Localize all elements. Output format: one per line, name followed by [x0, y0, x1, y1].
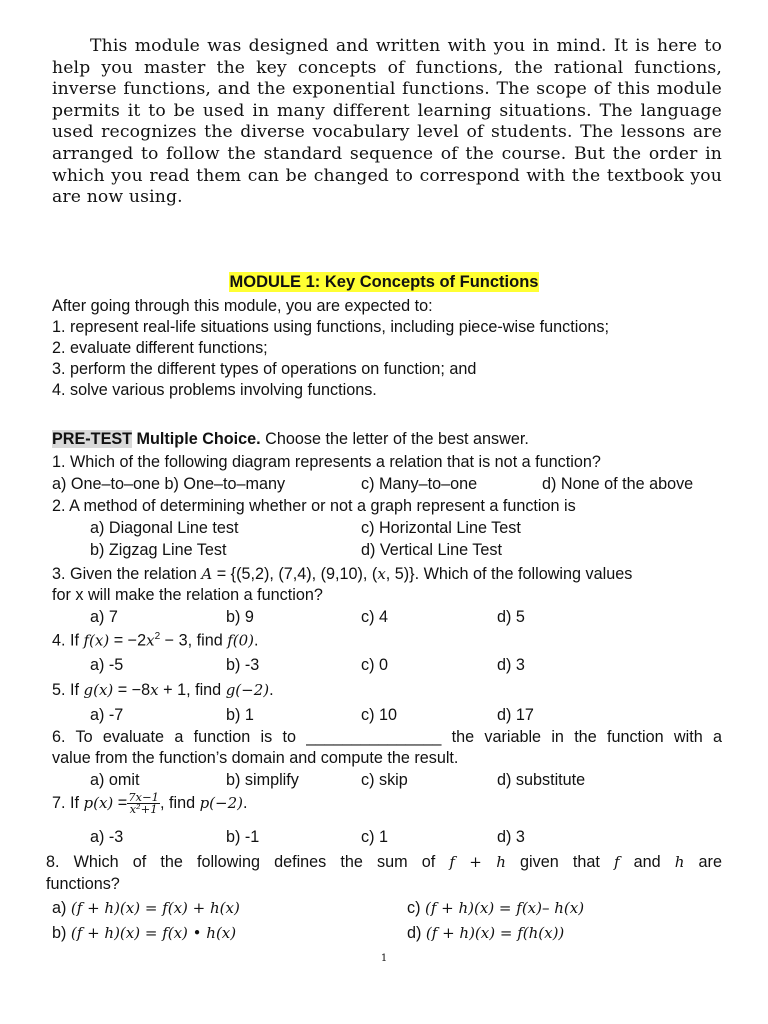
question-3-option-a: a) 7 — [90, 608, 118, 626]
question-1-option-d: d) None of the above — [542, 475, 694, 493]
question-3-pre: 3. Given the relation — [52, 565, 202, 583]
question-6-option-c: c) skip — [361, 771, 408, 789]
pretest-header — [52, 430, 529, 449]
module-title: MODULE 1: Key Concepts of Functions — [229, 273, 539, 291]
pretest-label: PRE-TEST — [52, 430, 133, 448]
question-7-denominator: x²+1 — [129, 802, 158, 816]
question-4-eq: = −2 — [109, 631, 147, 650]
question-7-numerator: 7x−1 — [128, 790, 159, 804]
question-7-option-d: d) 3 — [497, 828, 525, 846]
question-7-eq: = — [113, 793, 128, 812]
question-5-arg: g(−2) — [225, 681, 270, 699]
question-5-end: . — [269, 681, 274, 699]
question-5-x: x — [150, 681, 159, 699]
question-4-x: x — [146, 631, 155, 650]
question-7-option-c: c) 1 — [361, 828, 388, 846]
question-7-option-a: a) -3 — [90, 828, 124, 846]
question-6-option-b: b) simplify — [226, 771, 299, 789]
objective-item-2: 2. evaluate different functions; — [52, 339, 268, 357]
question-5-eq: = −8 — [113, 681, 151, 699]
question-8-option-c — [407, 899, 584, 918]
question-4-post: − 3, find — [160, 631, 228, 650]
question-8-option-c-label: c) — [407, 899, 425, 917]
question-4-lhs: f(x) — [83, 631, 110, 650]
question-3-set: = {(5,2), (7,4), (9,10), ( — [212, 565, 378, 583]
question-8-and: and — [619, 853, 675, 871]
question-5-post: + 1, find — [158, 681, 226, 699]
page-number: 1 — [380, 953, 388, 964]
question-5-text — [52, 681, 274, 700]
question-3-post: , 5)}. Which of the following values — [385, 565, 633, 583]
question-7-arg: p(−2) — [199, 793, 243, 812]
question-4-end: . — [254, 631, 259, 650]
question-5-option-b: b) 1 — [226, 706, 254, 724]
question-1-option-a-b: a) One–to–one b) One–to–many — [52, 475, 286, 493]
question-5-option-a: a) -7 — [90, 706, 124, 724]
question-4-pre: 4. If — [52, 631, 84, 650]
question-8-option-b-label: b) — [52, 924, 71, 942]
question-2-option-c: c) Horizontal Line Test — [361, 519, 521, 537]
question-4-option-c: c) 0 — [361, 656, 388, 674]
question-4-option-a: a) -5 — [90, 656, 124, 674]
question-5-pre: 5. If — [52, 681, 84, 699]
question-7-post: , find — [159, 793, 200, 812]
question-1-text: 1. Which of the following diagram represents a relation that is not a function? — [52, 453, 601, 471]
question-8-option-c-expr: (f + h)(x) = f(x)– h(x) — [424, 899, 585, 917]
question-8-option-d-expr: (f + h)(x) = f(h(x)) — [425, 924, 565, 942]
question-8-option-b — [52, 924, 236, 943]
objective-item-3: 3. perform the different types of operations on function; and — [52, 360, 477, 378]
question-5-lhs: g(x) — [83, 681, 114, 699]
question-3-option-b: b) 9 — [226, 608, 254, 626]
question-8-text — [46, 853, 722, 872]
question-7-pre: 7. If — [52, 793, 84, 812]
question-8-option-d-label: d) — [407, 924, 426, 942]
question-2-option-a: a) Diagonal Line test — [90, 519, 239, 537]
question-4-option-d: d) 3 — [497, 656, 525, 674]
intro-paragraph: This module was designed and written with you in mind. It is here to help you master the key concepts of functions, the rational functions, inverse functions, and the exponential functions. The scope of this module permits it to be used in many different learning situations. The language used recognizes the diverse vocabulary level of students. The lessons are arranged to follow the standard sequence of the course. But the order in which you read them can be changed to correspond with the textbook you are now using. — [52, 36, 722, 208]
question-7-text — [52, 792, 248, 815]
pretest-type: Multiple Choice. — [136, 430, 261, 448]
question-3-text — [52, 565, 632, 584]
question-4-exponent: 2 — [154, 631, 161, 642]
question-6-option-d: d) substitute — [497, 771, 586, 789]
question-3-x: x — [377, 565, 386, 583]
question-7-end: . — [243, 793, 248, 812]
question-8-text-line2: functions? — [46, 875, 120, 893]
objective-item-1: 1. represent real-life situations using functions, including piece-wise functions; — [52, 318, 609, 336]
question-7-option-b: b) -1 — [226, 828, 260, 846]
pretest-instruction: Choose the letter of the best answer. — [260, 430, 529, 448]
question-4-text — [52, 631, 259, 650]
question-2-option-d: d) Vertical Line Test — [361, 541, 502, 559]
question-2-option-b: b) Zigzag Line Test — [90, 541, 227, 559]
question-8-mid: given that — [505, 853, 614, 871]
question-8-post: are — [684, 853, 722, 871]
question-3-text-line2: for x will make the relation a function? — [52, 586, 323, 604]
question-5-option-d: d) 17 — [497, 706, 534, 724]
question-8-h: h — [674, 853, 685, 871]
question-6-text-line2: value from the function’s domain and compute the result. — [52, 749, 459, 767]
question-4-arg: f(0) — [227, 631, 255, 650]
question-8-f: f — [613, 853, 620, 871]
question-8-option-a-label: a) — [52, 899, 71, 917]
module-title-container — [0, 273, 768, 292]
question-8-option-a — [52, 899, 240, 918]
question-8-option-d — [407, 924, 564, 943]
question-4-option-b: b) -3 — [226, 656, 260, 674]
question-2-text: 2. A method of determining whether or not a graph represent a function is — [52, 497, 576, 515]
question-6-option-a: a) omit — [90, 771, 140, 789]
question-7-fraction — [127, 792, 160, 815]
question-1-option-c: c) Many–to–one — [361, 475, 478, 493]
question-3-variable: A — [201, 565, 213, 583]
question-7-lhs: p(x) — [83, 793, 114, 812]
question-8-expr: f + h — [449, 853, 506, 871]
question-5-option-c: c) 10 — [361, 706, 397, 724]
question-3-option-d: d) 5 — [497, 608, 525, 626]
question-8-option-a-expr: (f + h)(x) = f(x) + h(x) — [70, 899, 240, 917]
question-3-option-c: c) 4 — [361, 608, 388, 626]
question-8-pre: 8. Which of the following defines the sum of — [46, 853, 450, 871]
objective-item-4: 4. solve various problems involving functions. — [52, 381, 377, 399]
question-6-text: 6. To evaluate a function is to _______________ the variable in the function with a — [52, 728, 722, 746]
objectives-lead: After going through this module, you are expected to: — [52, 297, 433, 315]
question-8-option-b-expr: (f + h)(x) = f(x) • h(x) — [70, 924, 237, 942]
